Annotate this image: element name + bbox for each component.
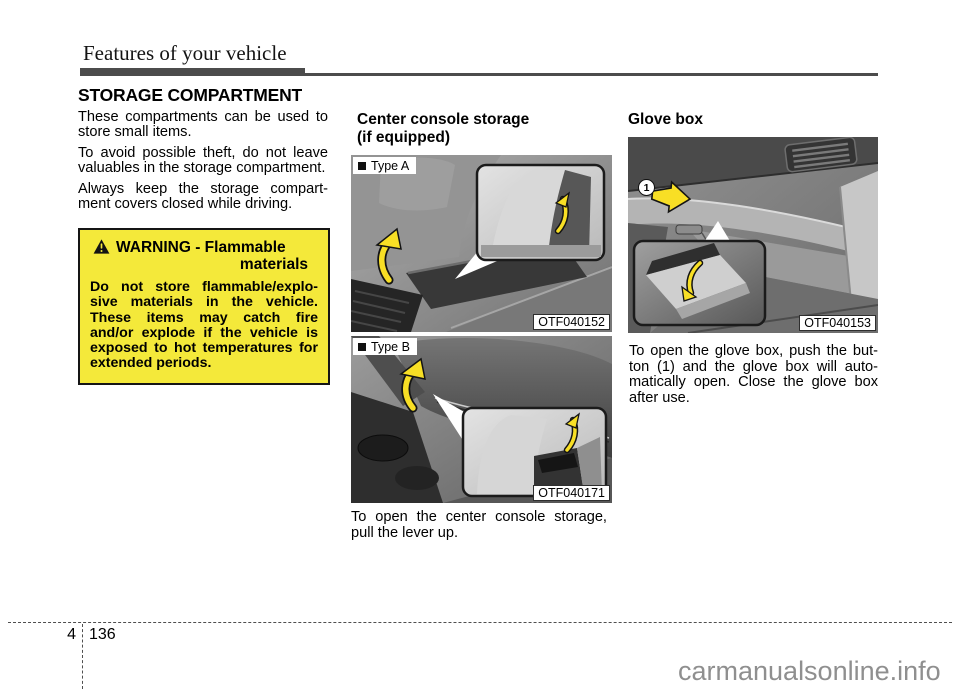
paragraph-line: Always keep the storage compart- bbox=[78, 181, 328, 197]
caption-line: To open the center console storage, bbox=[351, 509, 607, 525]
footer-vertical-rule bbox=[82, 624, 83, 689]
glove-box-button bbox=[676, 225, 702, 234]
figure-type-label: Type A bbox=[371, 158, 410, 173]
center-console-caption bbox=[351, 510, 607, 541]
section-title: STORAGE COMPARTMENT bbox=[78, 85, 303, 105]
paragraph-line: store small items. bbox=[78, 124, 192, 141]
warning-line: These items may catch fire bbox=[90, 309, 318, 326]
paragraph-line: To avoid possible theft, do not leave bbox=[78, 145, 328, 161]
page-number: 136 bbox=[89, 626, 116, 643]
warning-line: exposed to hot temperatures for bbox=[90, 340, 318, 357]
warning-title-line2: materials bbox=[239, 256, 308, 273]
watermark: carmanualsonline.info bbox=[678, 656, 941, 686]
warning-line: and/or explode if the vehicle is bbox=[90, 324, 318, 341]
caption-line: ton (1) and the glove box will auto- bbox=[629, 358, 878, 375]
figure-center-console-type-a bbox=[351, 155, 612, 332]
paragraph-3 bbox=[78, 182, 328, 213]
callout-number-badge: 1 bbox=[638, 179, 655, 196]
center-console-photo-type-b bbox=[351, 336, 612, 503]
figure-type-badge bbox=[353, 338, 417, 355]
paragraph-line: ment covers closed while driving. bbox=[78, 196, 293, 213]
running-header: Features of your vehicle bbox=[83, 41, 287, 65]
cup-holder bbox=[358, 435, 408, 461]
warning-triangle-icon bbox=[93, 239, 110, 254]
chapter-number: 4 bbox=[67, 626, 76, 643]
center-console-photo-type-a bbox=[351, 155, 612, 332]
figure-code: OTF040171 bbox=[533, 485, 610, 501]
header-rule bbox=[80, 73, 878, 76]
paragraph-1 bbox=[78, 110, 328, 141]
figure-center-console-type-b bbox=[351, 336, 612, 503]
warning-body bbox=[90, 280, 318, 372]
caption-line: after use. bbox=[629, 389, 690, 406]
glove-box-photo bbox=[628, 137, 878, 333]
figure-code: OTF040153 bbox=[799, 315, 876, 331]
footer-dashed-rule bbox=[8, 622, 952, 623]
warning-title: WARNING - Flammable bbox=[116, 239, 286, 256]
figure-glove-box bbox=[628, 137, 878, 333]
glove-box-heading: Glove box bbox=[628, 111, 703, 128]
paragraph-2 bbox=[78, 146, 328, 177]
warning-line: extended periods. bbox=[90, 355, 212, 372]
caption-line: pull the lever up. bbox=[351, 524, 459, 541]
figure-code: OTF040152 bbox=[533, 314, 610, 330]
figure-type-badge bbox=[353, 157, 416, 174]
warning-line: sive materials in the vehicle. bbox=[90, 294, 318, 311]
square-bullet-icon bbox=[358, 162, 366, 170]
figure-type-label: Type B bbox=[371, 339, 410, 354]
warning-line: Do not store flammable/explo- bbox=[90, 279, 318, 295]
caption-line: To open the glove box, push the but- bbox=[629, 343, 878, 359]
cup-holder bbox=[395, 466, 439, 490]
square-bullet-icon bbox=[358, 343, 366, 351]
caption-line: matically open. Close the glove box bbox=[629, 374, 878, 391]
paragraph-line: valuables in the storage compartment. bbox=[78, 160, 326, 177]
warning-box bbox=[78, 228, 330, 385]
warning-heading bbox=[93, 239, 308, 273]
paragraph-line: These compartments can be used to bbox=[78, 109, 328, 125]
glove-box-caption bbox=[629, 344, 878, 406]
center-console-heading: Center console storage (if equipped) bbox=[357, 111, 530, 146]
